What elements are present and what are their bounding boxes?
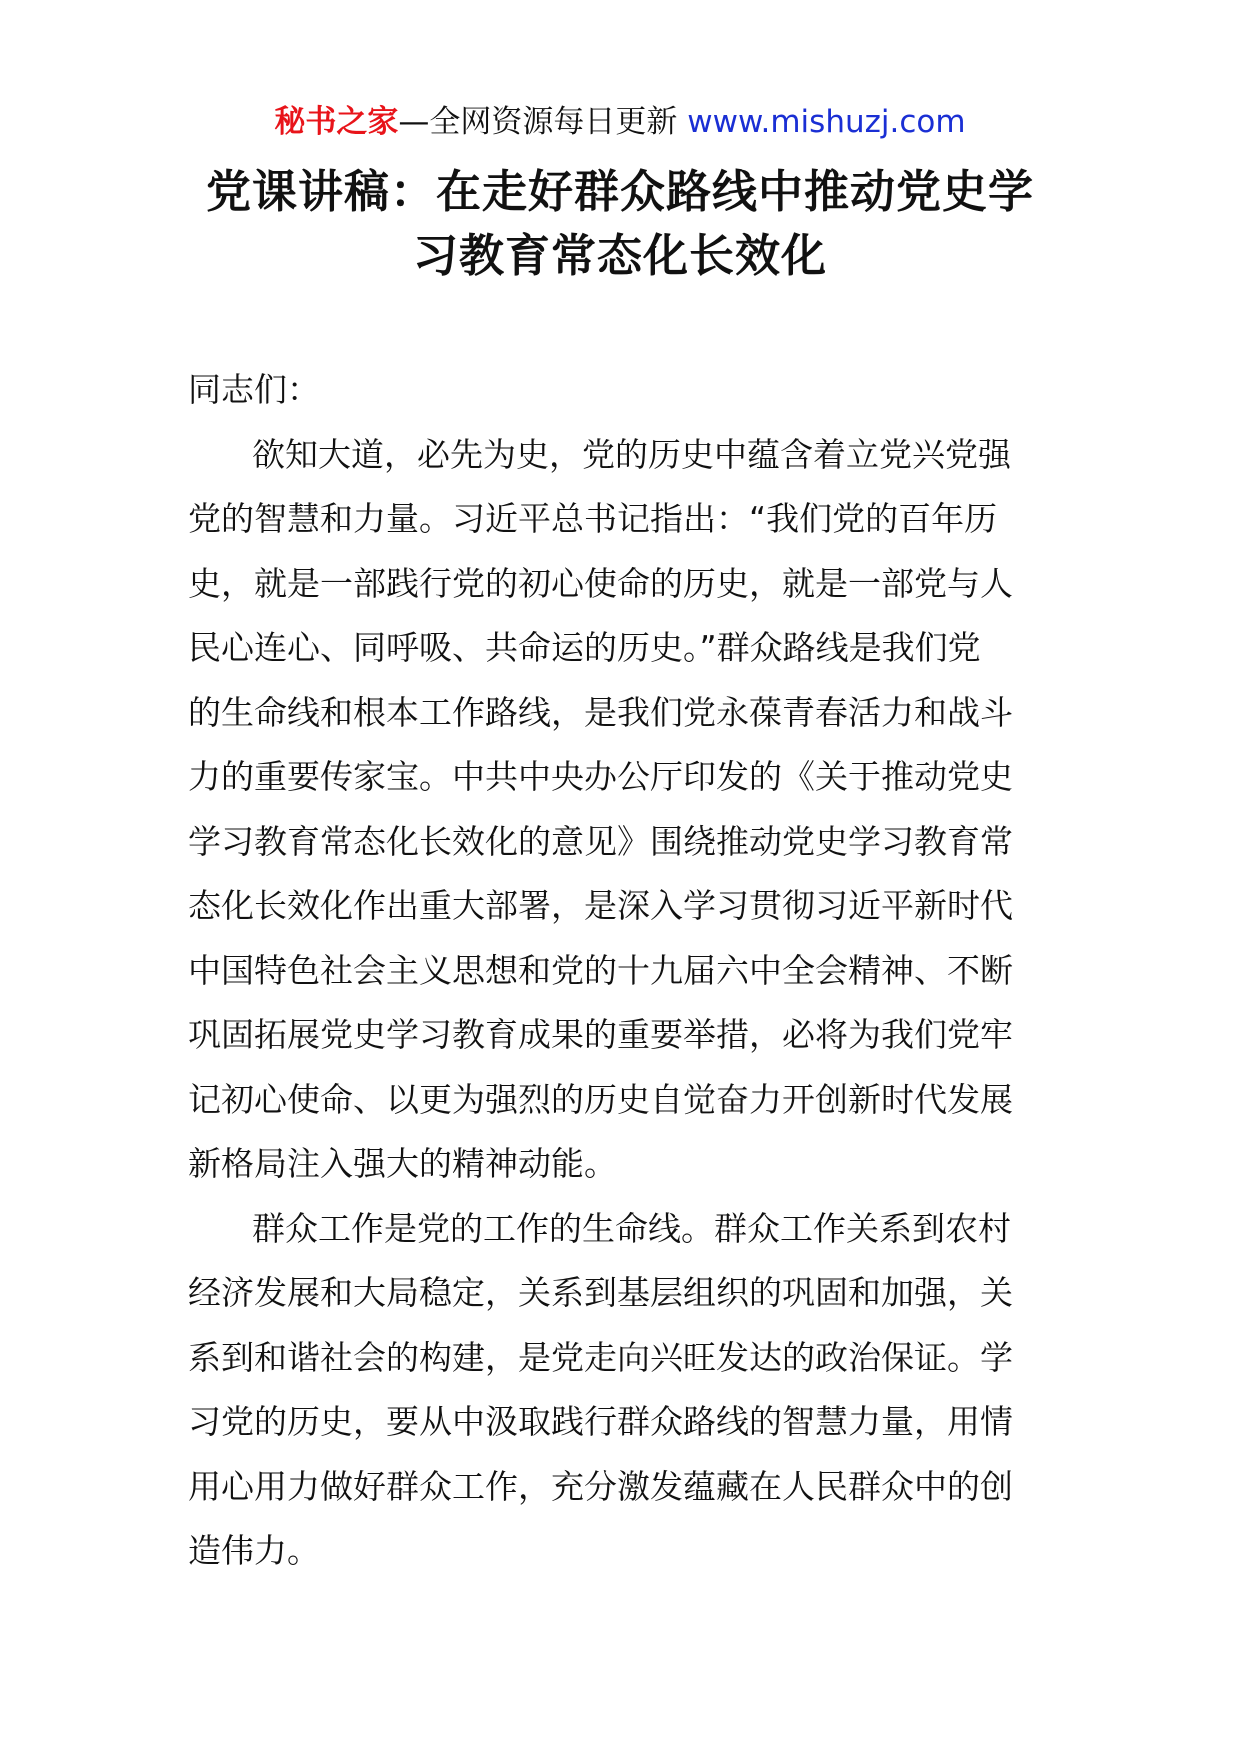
- paragraph-line: 党的智慧和力量。习近平总书记指出：“我们党的百年历: [188, 499, 998, 538]
- paragraph-line: 态化长效化作出重大部署，是深入学习贯彻习近平新时代: [188, 886, 1013, 925]
- paragraph-line: 史，就是一部践行党的初心使命的历史，就是一部党与人: [188, 563, 1013, 603]
- paragraph-line: 的生命线和根本工作路线，是我们党永葆青春活力和战斗: [188, 692, 1013, 732]
- title-line-2: 习教育常态化长效化: [412, 229, 827, 282]
- paragraph-line: 新格局注入强大的精神动能。: [188, 1144, 617, 1183]
- paragraph-line: 欲知大道，必先为史，党的历史中蕴含着立党兴党强: [252, 434, 1011, 474]
- document-title: [120, 160, 1120, 288]
- paragraph-line: 习党的历史，要从中汲取践行群众路线的智慧力量，用情: [188, 1402, 1013, 1441]
- document-body: [188, 358, 1058, 1584]
- paragraph-line: 群众工作是党的工作的生命线。群众工作关系到农村: [252, 1208, 1011, 1248]
- paragraph-line: 中国特色社会主义思想和党的十九届六中全会精神、不断: [188, 950, 1013, 990]
- paragraph-line: 系到和谐社会的构建，是党走向兴旺发达的政治保证。学: [188, 1337, 1013, 1377]
- paragraph-line: 记初心使命、以更为强烈的历史自觉奋力开创新时代发展: [188, 1079, 1013, 1119]
- header-tagline: —全网资源每日更新: [398, 104, 688, 140]
- paragraph-2: [188, 1197, 1058, 1584]
- paragraph-line: 造伟力。: [188, 1531, 320, 1570]
- site-header: [0, 100, 1240, 144]
- paragraph-1: [188, 423, 1058, 1197]
- paragraph-line: 力的重要传家宝。中共中央办公厅印发的《关于推动党史: [188, 757, 1013, 796]
- brand-name: 秘书之家: [274, 104, 399, 140]
- title-line-1: 党课讲稿：在走好群众路线中推动党史学: [205, 165, 1034, 218]
- paragraph-line: 学习教育常态化长效化的意见》围绕推动党史学习教育常: [188, 821, 1013, 861]
- salutation: 同志们：: [188, 370, 320, 409]
- paragraph-line: 巩固拓展党史学习教育成果的重要举措，必将为我们党牢: [188, 1015, 1013, 1054]
- paragraph-line: 用心用力做好群众工作，充分激发蕴藏在人民群众中的创: [188, 1466, 1013, 1506]
- site-url-link[interactable]: www.mishuzj.com: [687, 104, 966, 140]
- paragraph-line: 民心连心、同呼吸、共命运的历史。”群众路线是我们党: [188, 628, 981, 667]
- paragraph-line: 经济发展和大局稳定，关系到基层组织的巩固和加强，关: [188, 1273, 1013, 1312]
